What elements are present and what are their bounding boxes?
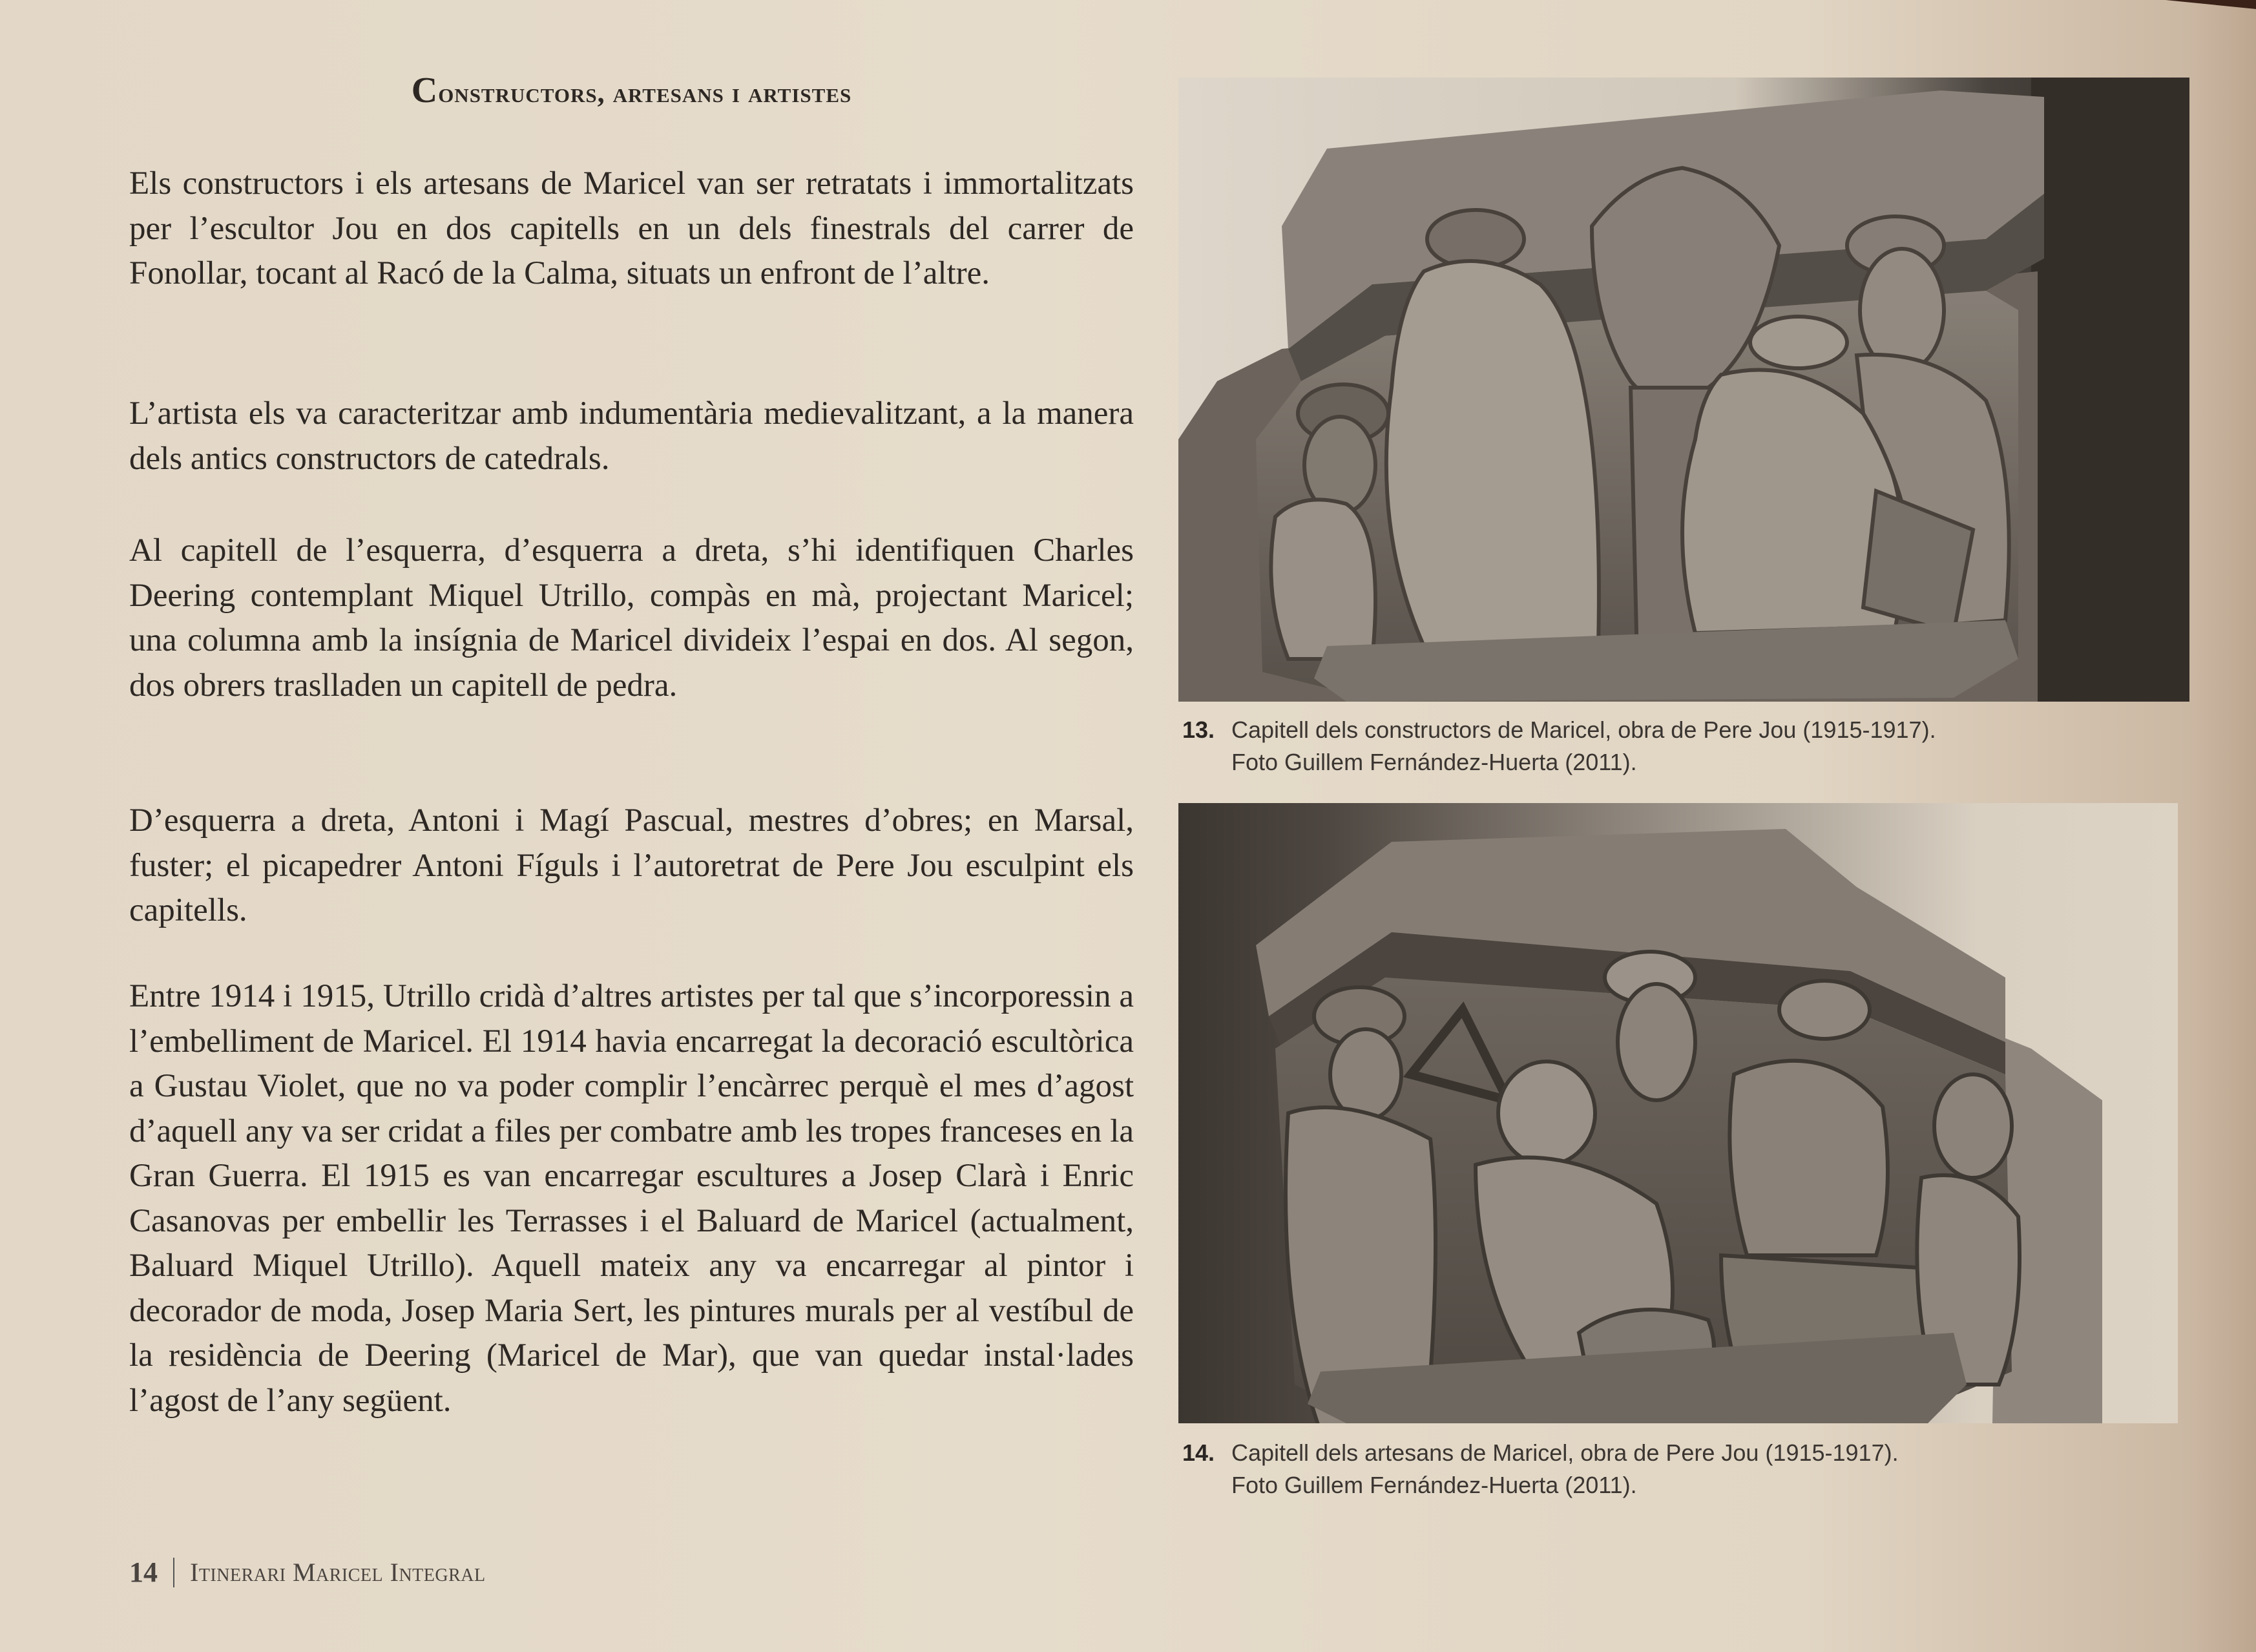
paragraph-text: Els constructors i els artesans de Maricel van ser retratats i immortalitzats per l’escultor Jou en dos capitells en un dels finestrals del carrer de Fonollar, tocant al Racó de la Calma, situats un enfront de l’altre.: [129, 165, 1134, 291]
caption-line-2: Foto Guillem Fernández-Huerta (2011).: [1231, 1472, 1637, 1498]
section-heading: [129, 70, 1134, 111]
photo-capitell-constructors: [1178, 78, 2189, 702]
caption-line-2: Foto Guillem Fernández-Huerta (2011).: [1231, 749, 1637, 775]
caption-line-1: Capitell dels artesans de Maricel, obra de Pere Jou (1915-1917).: [1231, 1439, 1899, 1466]
paragraph-text: D’esquerra a dreta, Antoni i Magí Pascual, mestres d’obres; en Marsal, fuster; el picapedrer Antoni Fíguls i l’autoretrat de Pere Jou esculpint els capitells.: [129, 802, 1134, 928]
caption-line-1: Capitell dels constructors de Maricel, obra de Pere Jou (1915-1917).: [1231, 716, 1936, 743]
book-title: Itinerari Maricel Integral: [190, 1558, 486, 1587]
paragraph-text: Entre 1914 i 1915, Utrillo cridà d’altres artistes per tal que s’incorporessin a l’embelliment de Maricel. El 1914 havia encarregat la decoració escultòrica a Gustau Violet, que no va poder complir l’encàrrec perquè el mes d’agost d’aquell any va ser cridat a files per combatre amb les tropes franceses en la Gran Guerra. El 1915 es van encarregar escultures a Josep Clarà i Enric Casanovas per embellir les Terrasses i el Baluard de Maricel (actualment, Baluard Miquel Utrillo). Aquell mateix any va encarregar al pintor i decorador de moda, Josep Maria Sert, les pintures murals per al vestíbul de la residència de Deering (Maricel de Mar), que van quedar instal·lades l’agost de l’any següent.: [129, 978, 1134, 1419]
figure-head-3: [1618, 984, 1695, 1100]
sculpture-photo-14: [1178, 803, 2178, 1423]
paragraph-text: Al capitell de l’esquerra, d’esquerra a dreta, s’hi identifiquen Charles Deering contemplant Miquel Utrillo, compàs en mà, projectant Maricel; una columna amb la insígnia de Maricel divideix l’espai en dos. Al segon, dos obrers traslladen un capitell de pedra.: [129, 532, 1134, 704]
figure-head-5: [1934, 1074, 2012, 1178]
page-footer: [129, 1556, 486, 1589]
body-paragraph-1: [129, 162, 1134, 297]
table-edge-shadow: [2166, 0, 2256, 9]
heading-rest: onstructors, artesans i artistes: [438, 77, 852, 109]
heading-initial: C: [411, 70, 439, 110]
paragraph-text: L’artista els va caracteritzar amb indumentària medievalitzant, a la manera dels antics constructors de catedrals.: [129, 395, 1134, 477]
page-number: 14: [129, 1556, 158, 1588]
body-paragraph-3: [129, 528, 1134, 708]
sculpture-photo-13: [1178, 78, 2189, 702]
photo-grain: [1178, 78, 2189, 702]
body-paragraph-2: [129, 392, 1134, 481]
figure-number: 13.: [1182, 716, 1215, 743]
figure-body-4: [1729, 1061, 1888, 1255]
body-paragraph-5: [129, 974, 1134, 1423]
body-paragraph-4: [129, 799, 1134, 934]
figure-head-1: [1330, 1029, 1401, 1120]
figure-head-2: [1498, 1061, 1595, 1165]
figure-caption-13: [1182, 714, 2151, 779]
figure-caption-14: [1182, 1437, 2151, 1501]
figure-number: 14.: [1182, 1439, 1215, 1466]
figure-hat-4: [1779, 981, 1870, 1039]
footer-divider: [173, 1558, 174, 1587]
photo-capitell-artesans: [1178, 803, 2178, 1423]
